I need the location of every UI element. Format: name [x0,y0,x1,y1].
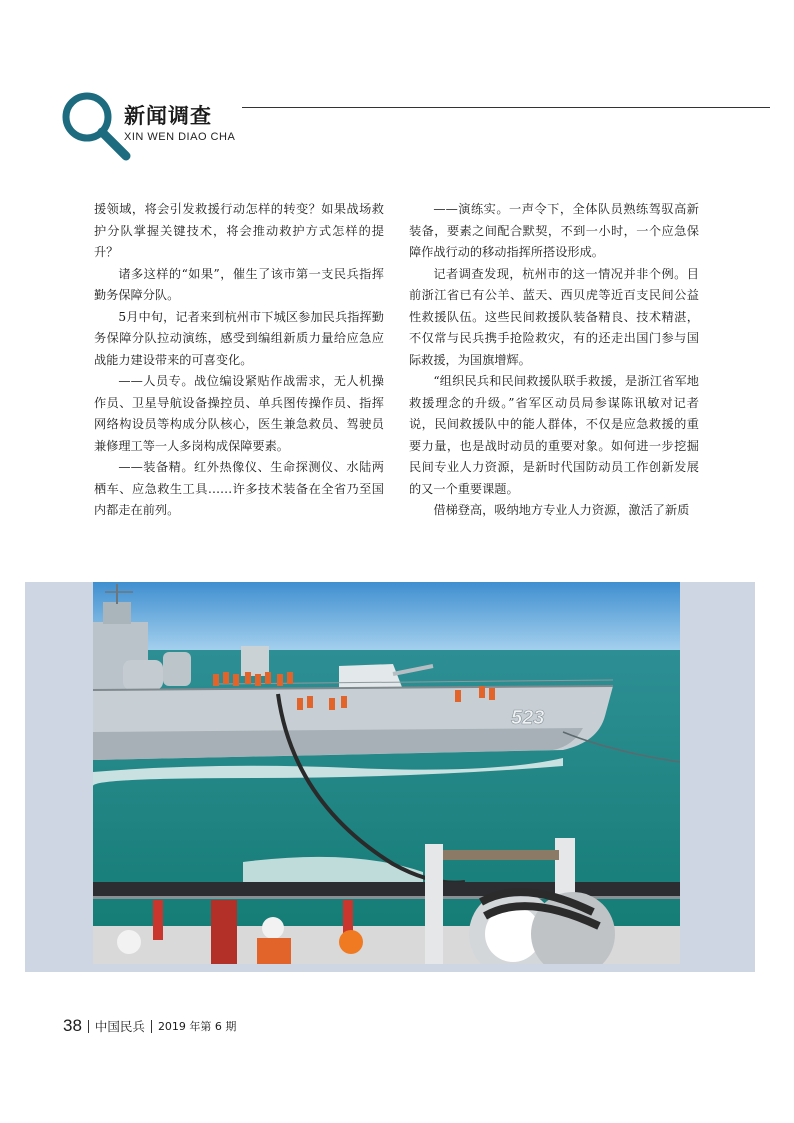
section-title: 新闻调查 [124,104,212,128]
magnifier-icon [60,90,134,164]
paragraph: ——装备精。红外热像仪、生命探测仪、水陆两栖车、应急救生工具……许多技术装备在全省乃至国内都走在前列。 [94,460,384,517]
header-rule [242,107,770,108]
warship-photo [93,582,680,964]
footer-divider [88,1020,89,1033]
paragraph: ——演练实。一声令下，全体队员熟练驾驭高新装备，要素之间配合默契，不到一小时，一个应急保障作战行动的移动指挥所搭设形成。 [409,202,699,259]
magazine-name: 中国民兵 [94,1019,145,1034]
hull-number: 523 [511,707,545,729]
page-footer [63,1014,236,1038]
page-number: 38 [63,1016,82,1035]
paragraph: ——人员专。战位编设紧贴作战需求，无人机操作员、卫星导航设备操控员、单兵图传操作员、指挥网络构设员等构成分队核心，医生兼急救员、驾驶员兼修理工等一人多岗构成保障要素。 [94,374,384,453]
section-pinyin: XIN WEN DIAO CHA [124,131,236,143]
paragraph: 借梯登高，吸纳地方专业人力资源，激活了新质 [433,503,690,517]
issue-label: 2019 年第 6 期 [157,1020,237,1033]
article-right-column [409,199,699,522]
article-left-column [94,199,384,522]
paragraph: 5月中旬，记者来到杭州市下城区参加民兵指挥勤务保障分队拉动演练，感受到编组新质力量给应急应战能力建设带来的可喜变化。 [94,309,384,367]
footer-divider [151,1020,152,1033]
paragraph: 诸多这样的“如果”，催生了该市第一支民兵指挥勤务保障分队。 [94,266,384,302]
paragraph: 记者调查发现，杭州市的这一情况并非个例。目前浙江省已有公羊、蓝天、西贝虎等近百支民间公益性救援队伍。这些民间救援队装备精良、技术精湛，不仅常与民兵携手抢险救灾，有的还走出国门参与国际救援，为国旗增辉。 [409,266,699,367]
paragraph: “组织民兵和民间救援队联手救援，是浙江省军地救援理念的升级。”省军区动员局参谋陈讯敏对记者说，民间救援队中的能人群体，不仅是应急救援的重要力量，也是战时动员的重要对象。如何进一步挖掘民间专业人力资源，是新时代国防动员工作创新发展的又一个重要课题。 [409,374,699,496]
paragraph: 援领域，将会引发救援行动怎样的转变？如果战场救护分队掌握关键技术，将会推动救护方式怎样的提升？ [94,202,384,259]
